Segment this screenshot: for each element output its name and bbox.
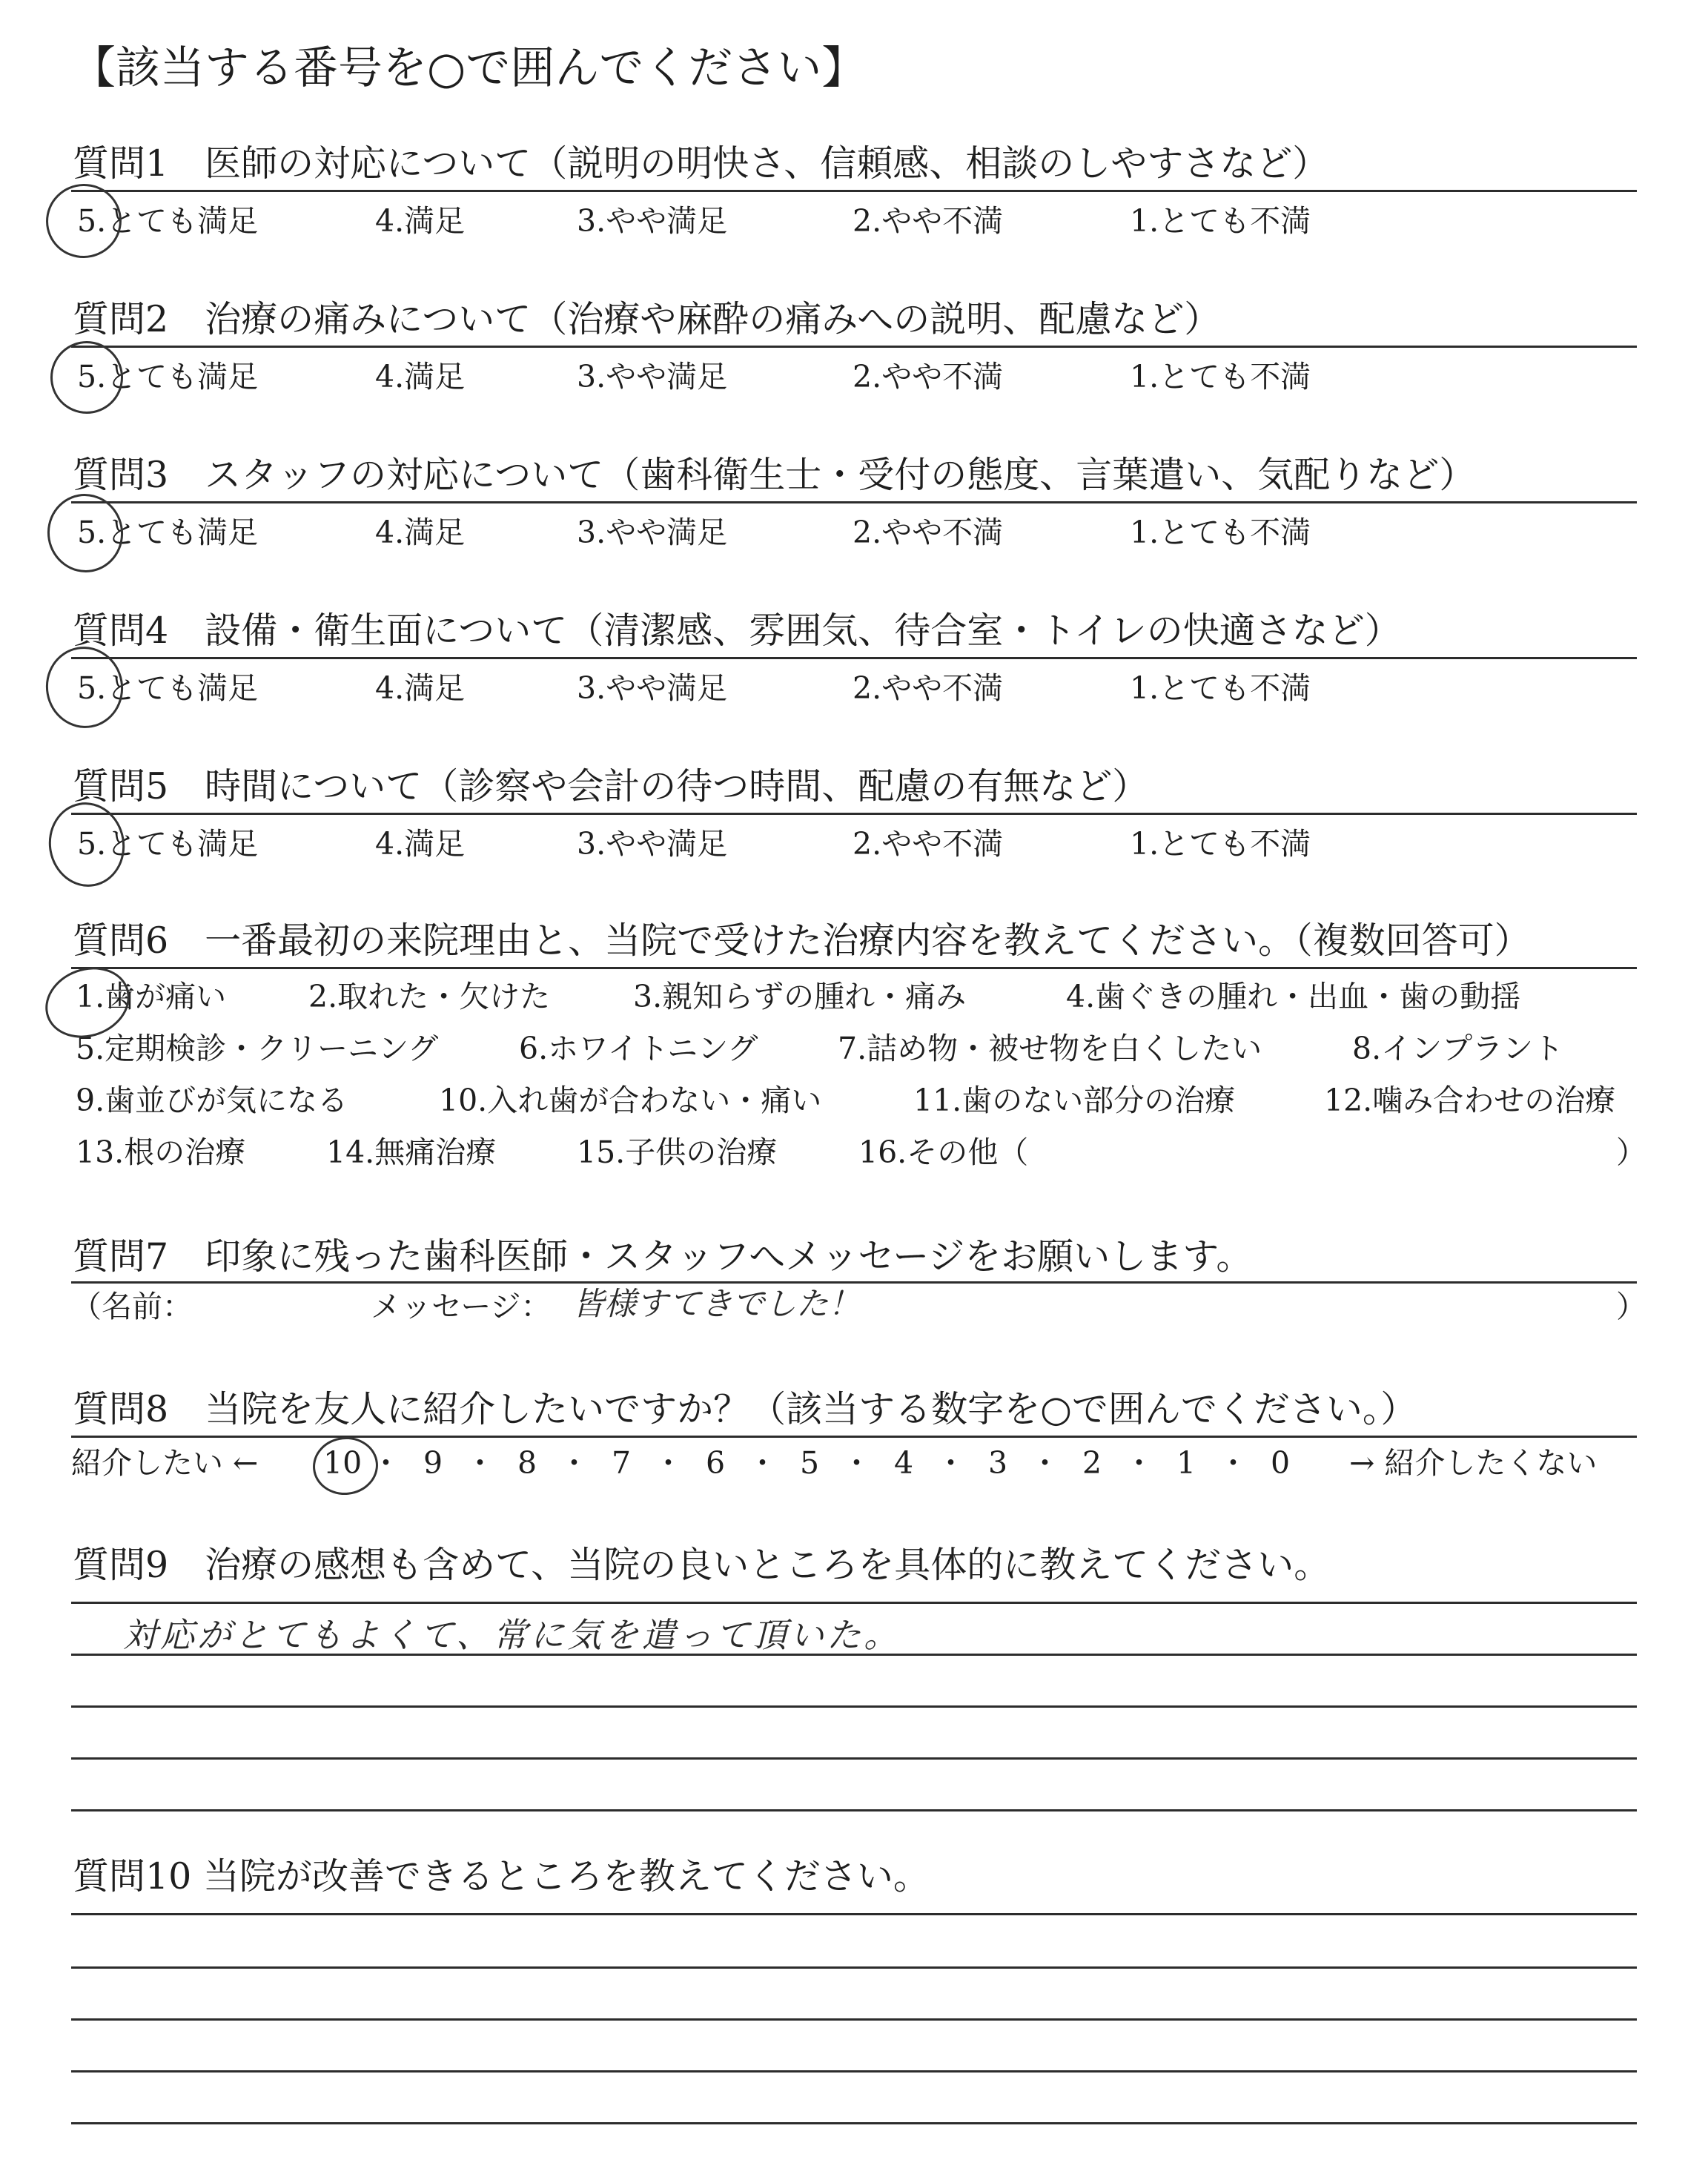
q6-option-9[interactable]: 9.歯並びが気になる: [76, 1083, 348, 1118]
question-9-title: 質問9 治療の感想も含めて、当院の良いところを具体的に教えてください。: [73, 1544, 1331, 1586]
q7-message-answer[interactable]: 皆様すてきでした！: [572, 1286, 861, 1323]
q9-line-2: [71, 1654, 1637, 1656]
q3-option-5[interactable]: 5.とても満足: [77, 515, 259, 550]
q10-line-4: [71, 2070, 1637, 2073]
q10-line-3: [71, 2018, 1637, 2021]
q2-option-5[interactable]: 5.とても満足: [77, 359, 259, 394]
q6-option-16[interactable]: 16.その他（: [858, 1135, 1029, 1170]
question-6-title: 質問6 一番最初の来院理由と、当院で受けた治療内容を教えてください。（複数回答可）: [73, 919, 1531, 962]
q8-scale-separator: ・: [936, 1445, 966, 1481]
question-8-title: 質問8 当院を友人に紹介したいですか？（該当する数字を○で囲んでください。）: [73, 1388, 1417, 1430]
question-5-title: 質問5 時間について（診察や会計の待つ時間、配慮の有無など）: [73, 765, 1149, 807]
q4-option-1[interactable]: 1.とても不満: [1130, 670, 1311, 706]
question-7-title: 質問7 印象に残った歯科医師・スタッフへメッセージをお願いします。: [73, 1235, 1253, 1278]
q10-line-1: [71, 1913, 1637, 1915]
q3-option-2[interactable]: 2.やや不満: [853, 515, 1004, 550]
q8-scale-9[interactable]: 9: [423, 1445, 443, 1481]
q8-scale-separator: ・: [559, 1445, 589, 1481]
q8-scale-4[interactable]: 4: [894, 1445, 914, 1481]
q8-right-label: → 紹介したくない: [1349, 1445, 1598, 1481]
q8-selection-circle: [310, 1434, 381, 1499]
q5-option-5[interactable]: 5.とても満足: [77, 826, 259, 862]
q6-option-3[interactable]: 3.親知らずの腫れ・痛み: [633, 979, 967, 1014]
question-4-rule: [71, 657, 1637, 659]
question-5-rule: [71, 813, 1637, 815]
q8-scale-separator: ・: [1124, 1445, 1154, 1481]
q4-option-2[interactable]: 2.やや不満: [853, 670, 1004, 706]
q8-scale-separator: ・: [747, 1445, 778, 1481]
q8-scale-separator: ・: [465, 1445, 495, 1481]
question-1-rule: [71, 190, 1637, 192]
q6-option-1[interactable]: 1.歯が痛い: [76, 979, 227, 1014]
q7-close-paren: ）: [1616, 1289, 1646, 1324]
q8-scale-1[interactable]: 1: [1176, 1445, 1196, 1481]
q9-line-3: [71, 1705, 1637, 1708]
question-3-rule: [71, 501, 1637, 503]
q6-option-15[interactable]: 15.子供の治療: [577, 1135, 778, 1170]
question-10-title: 質問10 当院が改善できるところを教えてください。: [73, 1855, 930, 1898]
q8-scale-8[interactable]: 8: [517, 1445, 537, 1481]
q8-scale-separator: ・: [371, 1445, 401, 1481]
q2-selection-circle: [44, 335, 129, 420]
q9-line-4: [71, 1757, 1637, 1760]
question-6-rule: [71, 967, 1637, 969]
q6-option-14[interactable]: 14.無痛治療: [326, 1135, 497, 1170]
q8-scale-6[interactable]: 6: [706, 1445, 726, 1481]
q5-selection-circle: [42, 796, 131, 893]
instruction-heading: 【該当する番号を○で囲んでください】: [71, 42, 867, 94]
q6-option-13[interactable]: 13.根の治療: [76, 1135, 246, 1170]
q1-option-1[interactable]: 1.とても不満: [1130, 203, 1311, 239]
q2-option-2[interactable]: 2.やや不満: [853, 359, 1004, 394]
q1-option-2[interactable]: 2.やや不満: [853, 203, 1004, 239]
q6-option-4[interactable]: 4.歯ぐきの腫れ・出血・歯の動揺: [1066, 979, 1521, 1014]
q9-line-5: [71, 1809, 1637, 1811]
q4-option-3[interactable]: 3.やや満足: [577, 670, 728, 706]
q10-line-2: [71, 1966, 1637, 1969]
q3-option-3[interactable]: 3.やや満足: [577, 515, 728, 550]
question-4-title: 質問4 設備・衛生面について（清潔感、雰囲気、待合室・トイレの快適さなど）: [73, 610, 1401, 652]
q4-option-5[interactable]: 5.とても満足: [77, 670, 259, 706]
q4-selection-circle: [39, 641, 130, 734]
q6-option-5[interactable]: 5.定期検診・クリーニング: [76, 1031, 439, 1066]
question-2-title: 質問2 治療の痛みについて（治療や麻酔の痛みへの説明、配慮など）: [73, 298, 1221, 340]
q8-scale-separator: ・: [841, 1445, 872, 1481]
q6-option-12[interactable]: 12.噛み合わせの治療: [1324, 1083, 1616, 1118]
q1-option-4[interactable]: 4.満足: [375, 203, 466, 239]
q8-left-label: 紹介したい ←: [71, 1445, 259, 1481]
q2-option-1[interactable]: 1.とても不満: [1130, 359, 1311, 394]
q5-option-3[interactable]: 3.やや満足: [577, 826, 728, 862]
q10-line-5: [71, 2122, 1637, 2124]
q8-scale-7[interactable]: 7: [612, 1445, 632, 1481]
q8-scale-0[interactable]: 0: [1271, 1445, 1291, 1481]
q6-option-6[interactable]: 6.ホワイトニング: [519, 1031, 758, 1066]
q8-scale-separator: ・: [1030, 1445, 1060, 1481]
question-2-rule: [71, 346, 1637, 348]
q6-option-7[interactable]: 7.詰め物・被せ物を白くしたい: [838, 1031, 1262, 1066]
question-1-title: 質問1 医師の対応について（説明の明快さ、信頼感、相談のしやすさなど）: [73, 142, 1329, 185]
q3-option-1[interactable]: 1.とても不満: [1130, 515, 1311, 550]
q6-other-close-paren: ）: [1616, 1135, 1646, 1170]
q4-option-4[interactable]: 4.満足: [375, 670, 466, 706]
q8-scale-5[interactable]: 5: [800, 1445, 820, 1481]
q5-option-2[interactable]: 2.やや不満: [853, 826, 1004, 862]
q6-option-8[interactable]: 8.インプラント: [1352, 1031, 1564, 1066]
question-7-rule: [71, 1281, 1637, 1284]
q2-option-3[interactable]: 3.やや満足: [577, 359, 728, 394]
q8-scale-10[interactable]: 10: [323, 1445, 363, 1481]
q6-option-2[interactable]: 2.取れた・欠けた: [308, 979, 551, 1014]
q8-scale-2[interactable]: 2: [1082, 1445, 1102, 1481]
q5-option-1[interactable]: 1.とても不満: [1130, 826, 1311, 862]
q6-option-10[interactable]: 10.入れ歯が合わない・痛い: [439, 1083, 822, 1118]
q8-scale-separator: ・: [653, 1445, 683, 1481]
q6-option-11[interactable]: 11.歯のない部分の治療: [913, 1083, 1236, 1118]
q1-option-3[interactable]: 3.やや満足: [577, 203, 728, 239]
q9-line-1: [71, 1602, 1637, 1604]
question-3-title: 質問3 スタッフの対応について（歯科衛生士・受付の態度、言葉遣い、気配りなど）: [73, 454, 1476, 496]
q8-scale-3[interactable]: 3: [988, 1445, 1008, 1481]
q8-scale-separator: ・: [1218, 1445, 1248, 1481]
q7-message-label: メッセージ：: [371, 1289, 552, 1324]
q3-option-4[interactable]: 4.満足: [375, 515, 466, 550]
q5-option-4[interactable]: 4.満足: [375, 826, 466, 862]
q1-option-5[interactable]: 5.とても満足: [77, 203, 259, 239]
q7-name-label: （名前：: [71, 1289, 193, 1324]
q9-answer[interactable]: 対応がとてもよくて、常に気を遣って頂いた。: [123, 1615, 901, 1655]
question-8-rule: [71, 1436, 1637, 1438]
q2-option-4[interactable]: 4.満足: [375, 359, 466, 394]
